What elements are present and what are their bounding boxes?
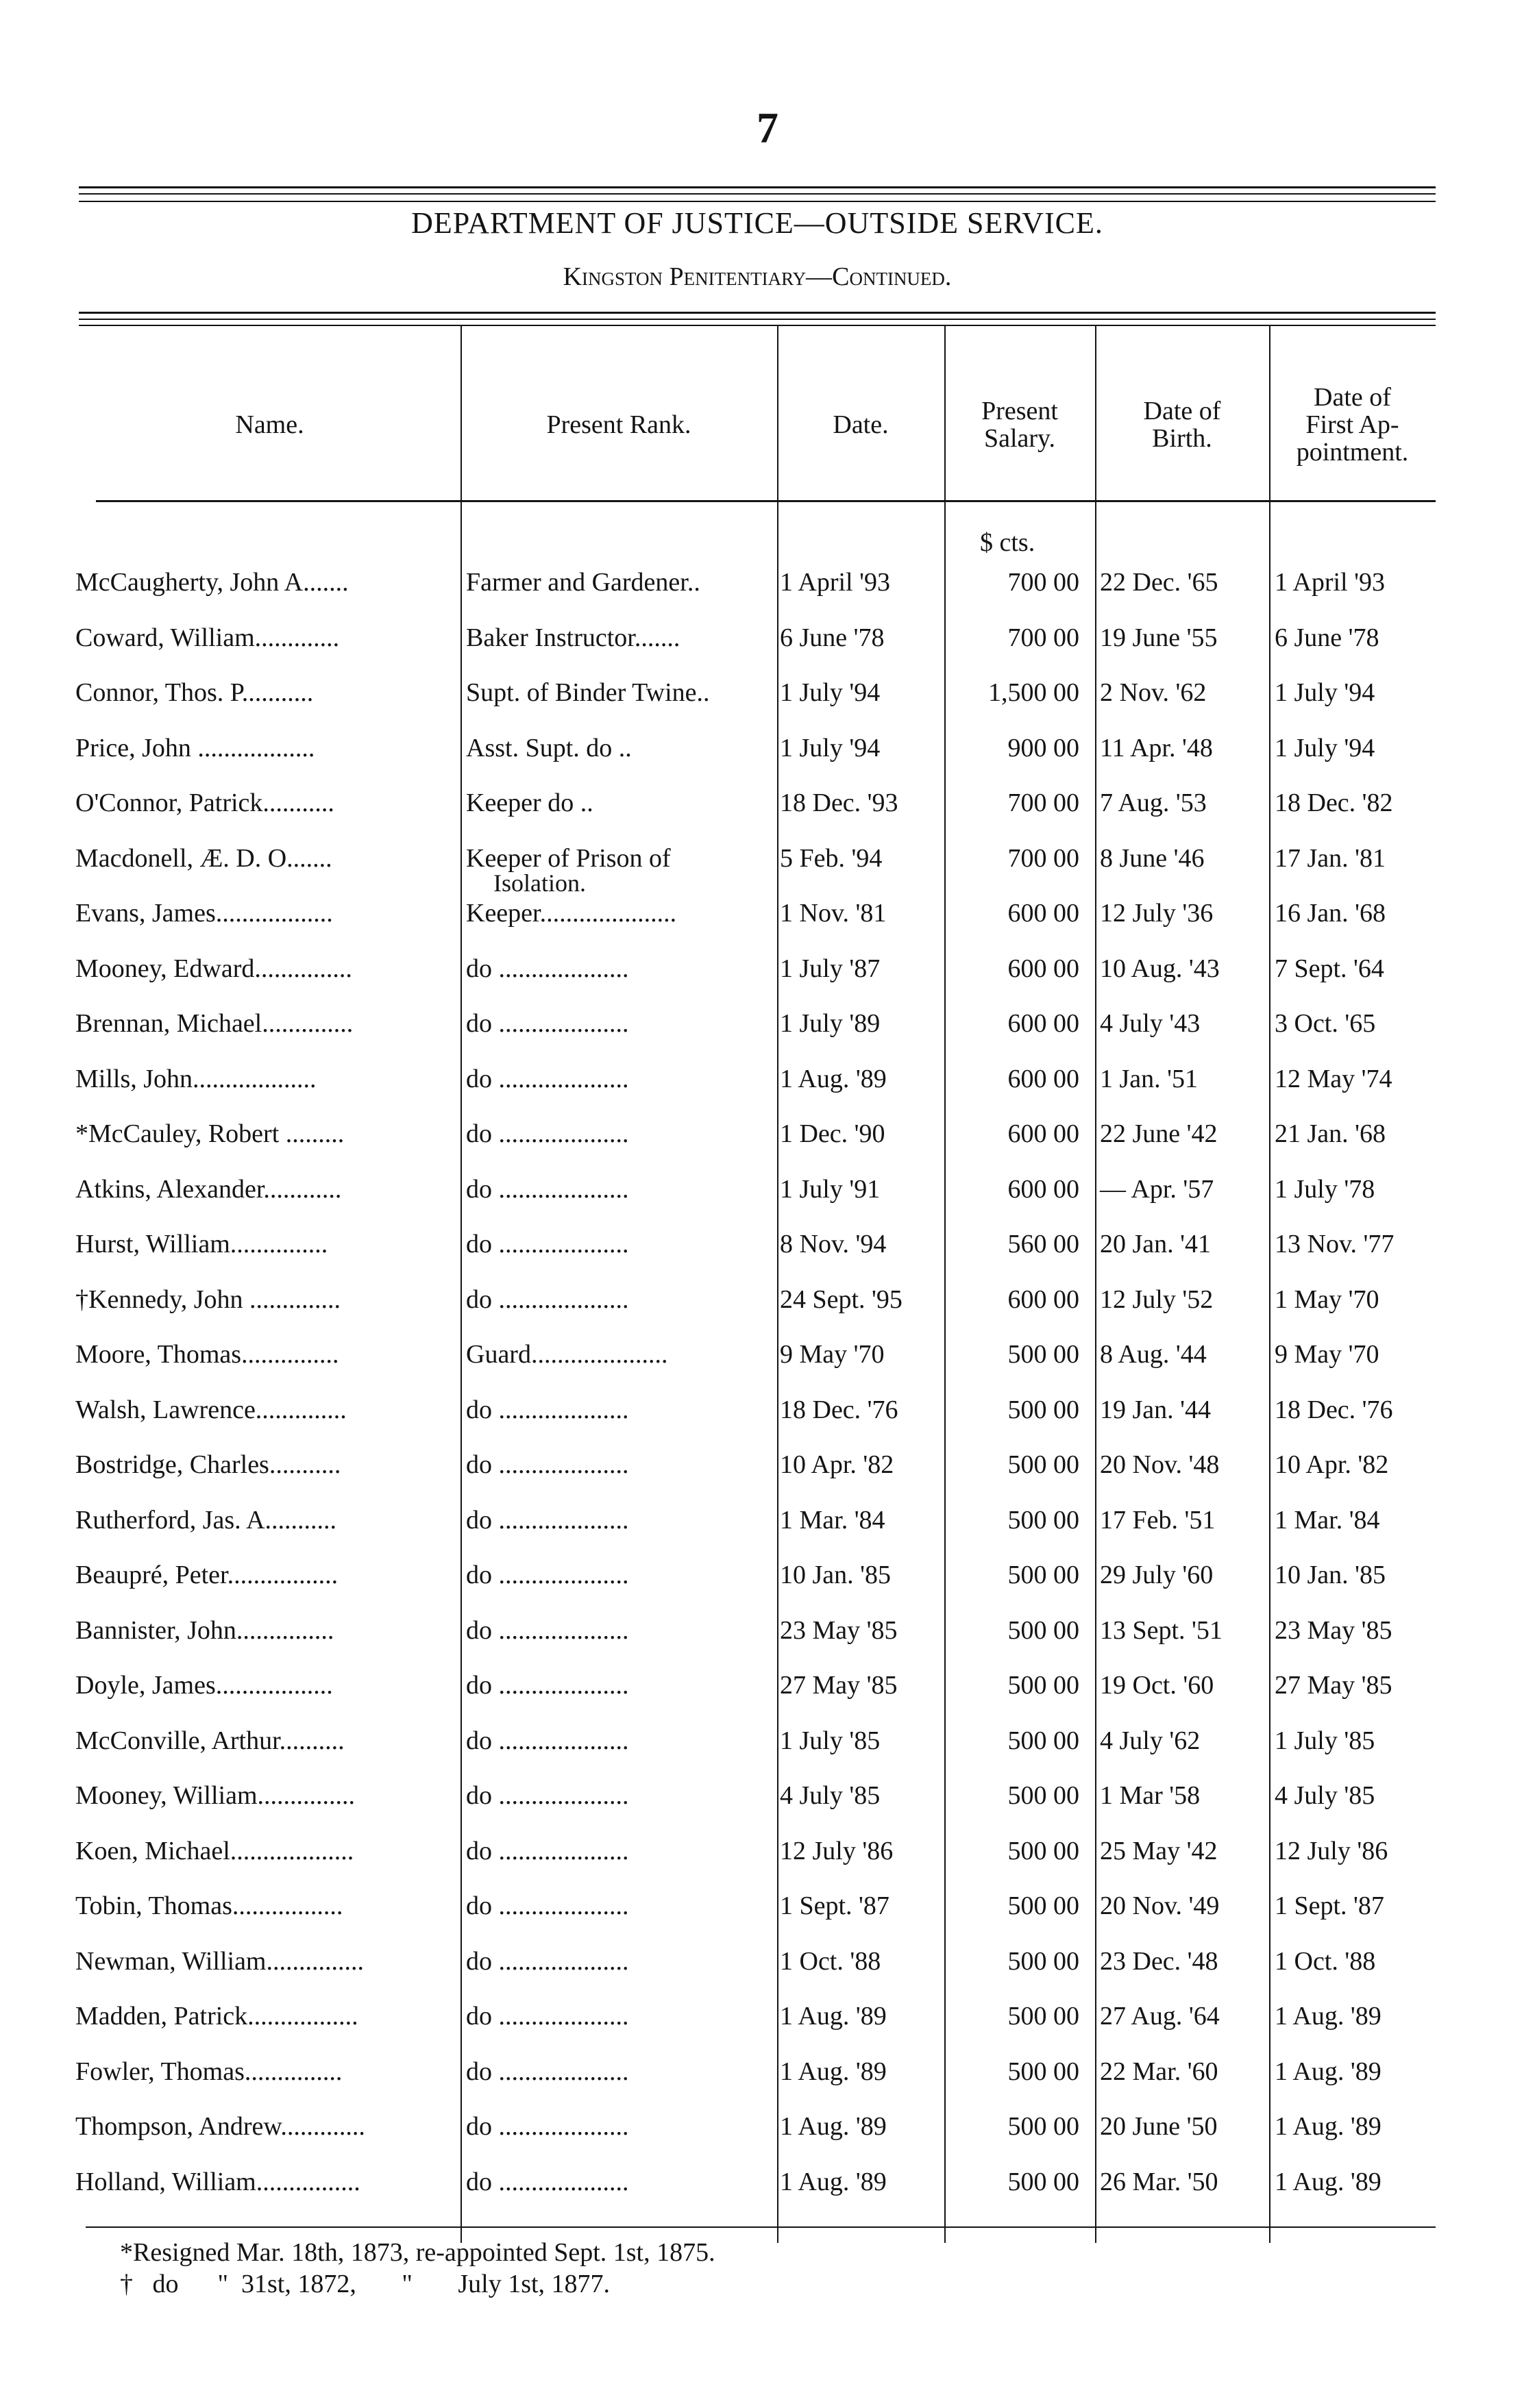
date-of-birth: 20 Nov. '49 xyxy=(1100,1891,1220,1920)
employee-name: McConville, Arthur.......... xyxy=(75,1726,345,1755)
page-number: 7 xyxy=(757,103,778,152)
table-row xyxy=(0,2107,1535,2162)
employee-name: Madden, Patrick................. xyxy=(75,2002,358,2031)
present-rank: do .................... xyxy=(466,1119,629,1148)
rank-date: 1 Aug. '89 xyxy=(780,1065,887,1093)
date-of-birth: — Apr. '57 xyxy=(1100,1175,1214,1204)
table-row xyxy=(0,1280,1535,1335)
present-salary: 500 00 xyxy=(1007,1781,1079,1810)
date-of-first-appointment: 1 July '78 xyxy=(1275,1175,1375,1204)
present-rank-continuation: Isolation. xyxy=(493,869,586,897)
date-of-birth: 8 June '46 xyxy=(1100,844,1205,873)
table-top-rule xyxy=(79,319,1436,320)
table-row xyxy=(0,729,1535,784)
rank-date: 6 June '78 xyxy=(780,623,885,652)
date-of-first-appointment: 1 May '70 xyxy=(1275,1285,1379,1314)
table-row xyxy=(0,1942,1535,1997)
date-of-birth: 12 July '36 xyxy=(1100,899,1214,928)
date-of-first-appointment: 17 Jan. '81 xyxy=(1275,844,1386,873)
employee-name: Doyle, James.................. xyxy=(75,1671,333,1700)
date-of-first-appointment: 1 Aug. '89 xyxy=(1275,2112,1382,2141)
table-row xyxy=(0,784,1535,839)
present-rank: Supt. of Binder Twine.. xyxy=(466,678,710,707)
date-of-birth: 19 June '55 xyxy=(1100,623,1218,652)
present-rank: do .................... xyxy=(466,2002,629,2031)
footnotes xyxy=(120,2237,715,2300)
date-of-birth: 19 Jan. '44 xyxy=(1100,1395,1212,1424)
date-of-first-appointment: 9 May '70 xyxy=(1275,1340,1379,1369)
employee-name: Price, John .................. xyxy=(75,734,315,762)
table-row xyxy=(0,1887,1535,1941)
employee-name: Evans, James.................. xyxy=(75,899,333,928)
rank-date: 1 July '87 xyxy=(780,954,881,983)
employee-name: Moore, Thomas............... xyxy=(75,1340,339,1369)
present-rank: Farmer and Gardener.. xyxy=(466,568,700,597)
present-salary: 600 00 xyxy=(1007,1065,1079,1093)
present-salary: 600 00 xyxy=(1007,1175,1079,1204)
date-of-first-appointment: 10 Jan. '85 xyxy=(1275,1561,1386,1589)
salary-units: $ cts. xyxy=(980,528,1035,557)
bottom-rule xyxy=(86,2226,1436,2228)
present-rank: do .................... xyxy=(466,1065,629,1093)
employee-name: Mooney, William............... xyxy=(75,1781,355,1810)
rank-date: 1 Sept. '87 xyxy=(780,1891,889,1920)
present-salary: 700 00 xyxy=(1007,844,1079,873)
present-rank: do .................... xyxy=(466,1009,629,1038)
present-rank: do .................... xyxy=(466,1837,629,1865)
date-of-birth: 22 June '42 xyxy=(1100,1119,1218,1148)
present-rank: do .................... xyxy=(466,1891,629,1920)
employee-name: Rutherford, Jas. A........... xyxy=(75,1506,337,1535)
date-of-birth: 1 Mar '58 xyxy=(1100,1781,1201,1810)
present-rank: Asst. Supt. do .. xyxy=(466,734,632,762)
present-rank: Keeper..................... xyxy=(466,899,677,928)
table-row xyxy=(0,1997,1535,2052)
date-of-birth: 10 Aug. '43 xyxy=(1100,954,1220,983)
rank-date: 1 July '94 xyxy=(780,734,881,762)
rank-date: 1 Nov. '81 xyxy=(780,899,887,928)
rank-date: 1 Oct. '88 xyxy=(780,1947,881,1976)
rank-date: 1 Aug. '89 xyxy=(780,2168,887,2196)
header-date: Date. xyxy=(833,410,889,439)
rank-date: 1 April '93 xyxy=(780,568,890,597)
employee-name: Bostridge, Charles........... xyxy=(75,1450,341,1479)
present-salary: 700 00 xyxy=(1007,789,1079,817)
rank-date: 9 May '70 xyxy=(780,1340,885,1369)
header-name: Name. xyxy=(235,410,304,439)
table-row xyxy=(0,1004,1535,1059)
date-of-first-appointment: 18 Dec. '76 xyxy=(1275,1395,1393,1424)
date-of-birth: 13 Sept. '51 xyxy=(1100,1616,1223,1645)
date-of-first-appointment: 1 Sept. '87 xyxy=(1275,1891,1384,1920)
top-rule-thin xyxy=(79,201,1436,202)
date-of-first-appointment: 23 May '85 xyxy=(1275,1616,1392,1645)
employee-name: Tobin, Thomas................. xyxy=(75,1891,343,1920)
date-of-birth: 23 Dec. '48 xyxy=(1100,1947,1218,1976)
employee-name: Connor, Thos. P........... xyxy=(75,678,314,707)
present-rank: do .................... xyxy=(466,2057,629,2086)
date-of-first-appointment: 6 June '78 xyxy=(1275,623,1379,652)
present-rank: do .................... xyxy=(466,1616,629,1645)
present-salary: 560 00 xyxy=(1007,1230,1079,1258)
employee-name: Macdonell, Æ. D. O....... xyxy=(75,844,332,873)
date-of-birth: 11 Apr. '48 xyxy=(1100,734,1213,762)
present-rank: Baker Instructor....... xyxy=(466,623,680,652)
date-of-first-appointment: 12 May '74 xyxy=(1275,1065,1392,1093)
employee-name: †Kennedy, John .............. xyxy=(75,1285,341,1314)
table-row xyxy=(0,1776,1535,1831)
employee-name: Thompson, Andrew............. xyxy=(75,2112,365,2141)
employee-name: O'Connor, Patrick........... xyxy=(75,789,334,817)
table-row xyxy=(0,1501,1535,1556)
date-of-birth: 12 July '52 xyxy=(1100,1285,1214,1314)
rank-date: 12 July '86 xyxy=(780,1837,894,1865)
employee-name: Coward, William............. xyxy=(75,623,340,652)
employee-name: Atkins, Alexander............ xyxy=(75,1175,342,1204)
table-row xyxy=(0,563,1535,618)
rank-date: 18 Dec. '93 xyxy=(780,789,898,817)
date-of-first-appointment: 1 July '94 xyxy=(1275,678,1375,707)
rank-date: 10 Jan. '85 xyxy=(780,1561,892,1589)
header-salary: Present Salary. xyxy=(981,397,1058,453)
date-of-first-appointment: 1 April '93 xyxy=(1275,568,1385,597)
footnote: † do " 31st, 1872, " July 1st, 1877. xyxy=(120,2270,611,2298)
table-row xyxy=(0,1832,1535,1887)
date-of-first-appointment: 12 July '86 xyxy=(1275,1837,1388,1865)
date-of-birth: 8 Aug. '44 xyxy=(1100,1340,1207,1369)
date-of-birth: 4 July '62 xyxy=(1100,1726,1201,1755)
present-salary: 500 00 xyxy=(1007,1947,1079,1976)
present-salary: 1,500 00 xyxy=(988,678,1079,707)
date-of-birth: 26 Mar. '50 xyxy=(1100,2168,1218,2196)
rank-date: 1 Aug. '89 xyxy=(780,2057,887,2086)
present-salary: 900 00 xyxy=(1007,734,1079,762)
present-salary: 500 00 xyxy=(1007,1837,1079,1865)
employee-name: Mills, John................... xyxy=(75,1065,317,1093)
rank-date: 1 July '94 xyxy=(780,678,881,707)
employee-name: Brennan, Michael.............. xyxy=(75,1009,354,1038)
top-rule-thick xyxy=(79,186,1436,188)
present-salary: 600 00 xyxy=(1007,899,1079,928)
present-rank: do .................... xyxy=(466,1671,629,1700)
date-of-first-appointment: 16 Jan. '68 xyxy=(1275,899,1386,928)
table-row xyxy=(0,1391,1535,1445)
present-rank: do .................... xyxy=(466,1395,629,1424)
employee-name: Bannister, John............... xyxy=(75,1616,334,1645)
table-row xyxy=(0,839,1535,897)
date-of-first-appointment: 1 Aug. '89 xyxy=(1275,2057,1382,2086)
present-rank: do .................... xyxy=(466,1285,629,1314)
header-birth: Date of Birth. xyxy=(1143,397,1221,453)
present-rank: Keeper do .. xyxy=(466,789,593,817)
present-salary: 700 00 xyxy=(1007,568,1079,597)
employee-name: Walsh, Lawrence.............. xyxy=(75,1395,347,1424)
date-of-first-appointment: 1 July '85 xyxy=(1275,1726,1375,1755)
date-of-first-appointment: 13 Nov. '77 xyxy=(1275,1230,1395,1258)
header-first-appointment: Date of First Ap- pointment. xyxy=(1296,383,1409,467)
table-row xyxy=(0,2052,1535,2107)
table-row xyxy=(0,1225,1535,1280)
present-salary: 500 00 xyxy=(1007,2002,1079,2031)
present-salary: 500 00 xyxy=(1007,1671,1079,1700)
table-row xyxy=(0,1060,1535,1115)
rank-date: 24 Sept. '95 xyxy=(780,1285,902,1314)
present-rank: do .................... xyxy=(466,1726,629,1755)
date-of-birth: 20 Jan. '41 xyxy=(1100,1230,1212,1258)
table-top-rule xyxy=(79,325,1436,326)
present-rank: do .................... xyxy=(466,954,629,983)
present-salary: 500 00 xyxy=(1007,1395,1079,1424)
present-salary: 600 00 xyxy=(1007,1009,1079,1038)
date-of-first-appointment: 18 Dec. '82 xyxy=(1275,789,1393,817)
date-of-birth: 1 Jan. '51 xyxy=(1100,1065,1199,1093)
employee-name: *McCauley, Robert ......... xyxy=(75,1119,345,1148)
rank-date: 1 July '85 xyxy=(780,1726,881,1755)
employee-name: Fowler, Thomas............... xyxy=(75,2057,343,2086)
rank-date: 23 May '85 xyxy=(780,1616,898,1645)
present-rank: do .................... xyxy=(466,1947,629,1976)
present-salary: 700 00 xyxy=(1007,623,1079,652)
employee-name: Newman, William............... xyxy=(75,1947,364,1976)
date-of-birth: 22 Mar. '60 xyxy=(1100,2057,1218,2086)
date-of-birth: 29 July '60 xyxy=(1100,1561,1214,1589)
date-of-birth: 25 May '42 xyxy=(1100,1837,1218,1865)
employee-name: Beaupré, Peter................. xyxy=(75,1561,339,1589)
document-title: DEPARTMENT OF JUSTICE—OUTSIDE SERVICE. xyxy=(411,206,1103,240)
present-salary: 500 00 xyxy=(1007,1450,1079,1479)
rank-date: 1 Dec. '90 xyxy=(780,1119,885,1148)
table-row xyxy=(0,2163,1535,2218)
table-row xyxy=(0,673,1535,728)
date-of-first-appointment: 1 July '94 xyxy=(1275,734,1375,762)
table-row xyxy=(0,1115,1535,1169)
date-of-first-appointment: 1 Mar. '84 xyxy=(1275,1506,1380,1535)
table-row xyxy=(0,1170,1535,1225)
date-of-first-appointment: 7 Sept. '64 xyxy=(1275,954,1384,983)
present-salary: 600 00 xyxy=(1007,954,1079,983)
footnote: *Resigned Mar. 18th, 1873, re-appointed Sept. 1st, 1875. xyxy=(120,2238,715,2267)
header-rule xyxy=(96,500,1436,502)
header-rank: Present Rank. xyxy=(546,410,691,439)
table-top-rule xyxy=(79,312,1436,314)
date-of-birth: 27 Aug. '64 xyxy=(1100,2002,1220,2031)
present-rank: do .................... xyxy=(466,1175,629,1204)
table-row xyxy=(0,619,1535,673)
present-salary: 500 00 xyxy=(1007,1891,1079,1920)
date-of-birth: 4 July '43 xyxy=(1100,1009,1201,1038)
present-salary: 500 00 xyxy=(1007,1561,1079,1589)
rank-date: 4 July '85 xyxy=(780,1781,881,1810)
present-rank: Keeper of Prison of xyxy=(466,844,671,873)
date-of-first-appointment: 1 Oct. '88 xyxy=(1275,1947,1376,1976)
present-rank: do .................... xyxy=(466,2168,629,2196)
present-salary: 500 00 xyxy=(1007,1340,1079,1369)
present-rank: do .................... xyxy=(466,1450,629,1479)
present-rank: Guard..................... xyxy=(466,1340,668,1369)
present-salary: 600 00 xyxy=(1007,1119,1079,1148)
rank-date: 8 Nov. '94 xyxy=(780,1230,887,1258)
present-rank: do .................... xyxy=(466,1561,629,1589)
rank-date: 10 Apr. '82 xyxy=(780,1450,894,1479)
employee-name: Holland, William................ xyxy=(75,2168,360,2196)
rank-date: 1 Aug. '89 xyxy=(780,2002,887,2031)
top-rule-thin xyxy=(79,193,1436,195)
present-salary: 500 00 xyxy=(1007,1726,1079,1755)
date-of-birth: 20 Nov. '48 xyxy=(1100,1450,1220,1479)
table-row xyxy=(0,1666,1535,1721)
present-salary: 500 00 xyxy=(1007,2057,1079,2086)
date-of-birth: 19 Oct. '60 xyxy=(1100,1671,1214,1700)
table-row xyxy=(0,1611,1535,1666)
date-of-first-appointment: 1 Aug. '89 xyxy=(1275,2002,1382,2031)
rank-date: 27 May '85 xyxy=(780,1671,898,1700)
employee-name: McCaugherty, John A....... xyxy=(75,568,349,597)
rank-date: 1 July '91 xyxy=(780,1175,881,1204)
table-row xyxy=(0,894,1535,949)
present-rank: do .................... xyxy=(466,1781,629,1810)
employee-name: Koen, Michael................... xyxy=(75,1837,354,1865)
present-rank: do .................... xyxy=(466,1506,629,1535)
employee-name: Hurst, William............... xyxy=(75,1230,328,1258)
table-row xyxy=(0,949,1535,1004)
present-rank: do .................... xyxy=(466,1230,629,1258)
present-salary: 600 00 xyxy=(1007,1285,1079,1314)
date-of-first-appointment: 4 July '85 xyxy=(1275,1781,1375,1810)
date-of-first-appointment: 21 Jan. '68 xyxy=(1275,1119,1386,1148)
date-of-first-appointment: 3 Oct. '65 xyxy=(1275,1009,1376,1038)
rank-date: 5 Feb. '94 xyxy=(780,844,883,873)
rank-date: 1 Aug. '89 xyxy=(780,2112,887,2141)
date-of-birth: 17 Feb. '51 xyxy=(1100,1506,1216,1535)
table-row xyxy=(0,1722,1535,1776)
present-salary: 500 00 xyxy=(1007,2168,1079,2196)
date-of-first-appointment: 1 Aug. '89 xyxy=(1275,2168,1382,2196)
date-of-first-appointment: 10 Apr. '82 xyxy=(1275,1450,1389,1479)
present-rank: do .................... xyxy=(466,2112,629,2141)
table-row xyxy=(0,1335,1535,1390)
present-salary: 500 00 xyxy=(1007,2112,1079,2141)
date-of-birth: 22 Dec. '65 xyxy=(1100,568,1218,597)
present-salary: 500 00 xyxy=(1007,1506,1079,1535)
employee-name: Mooney, Edward............... xyxy=(75,954,352,983)
rank-date: 1 July '89 xyxy=(780,1009,881,1038)
date-of-birth: 20 June '50 xyxy=(1100,2112,1218,2141)
present-salary: 500 00 xyxy=(1007,1616,1079,1645)
date-of-birth: 2 Nov. '62 xyxy=(1100,678,1207,707)
date-of-birth: 7 Aug. '53 xyxy=(1100,789,1207,817)
table-row xyxy=(0,1556,1535,1611)
document-subtitle: Kingston Penitentiary—Continued. xyxy=(563,262,952,291)
rank-date: 18 Dec. '76 xyxy=(780,1395,898,1424)
table-row xyxy=(0,1445,1535,1500)
date-of-first-appointment: 27 May '85 xyxy=(1275,1671,1392,1700)
rank-date: 1 Mar. '84 xyxy=(780,1506,885,1535)
